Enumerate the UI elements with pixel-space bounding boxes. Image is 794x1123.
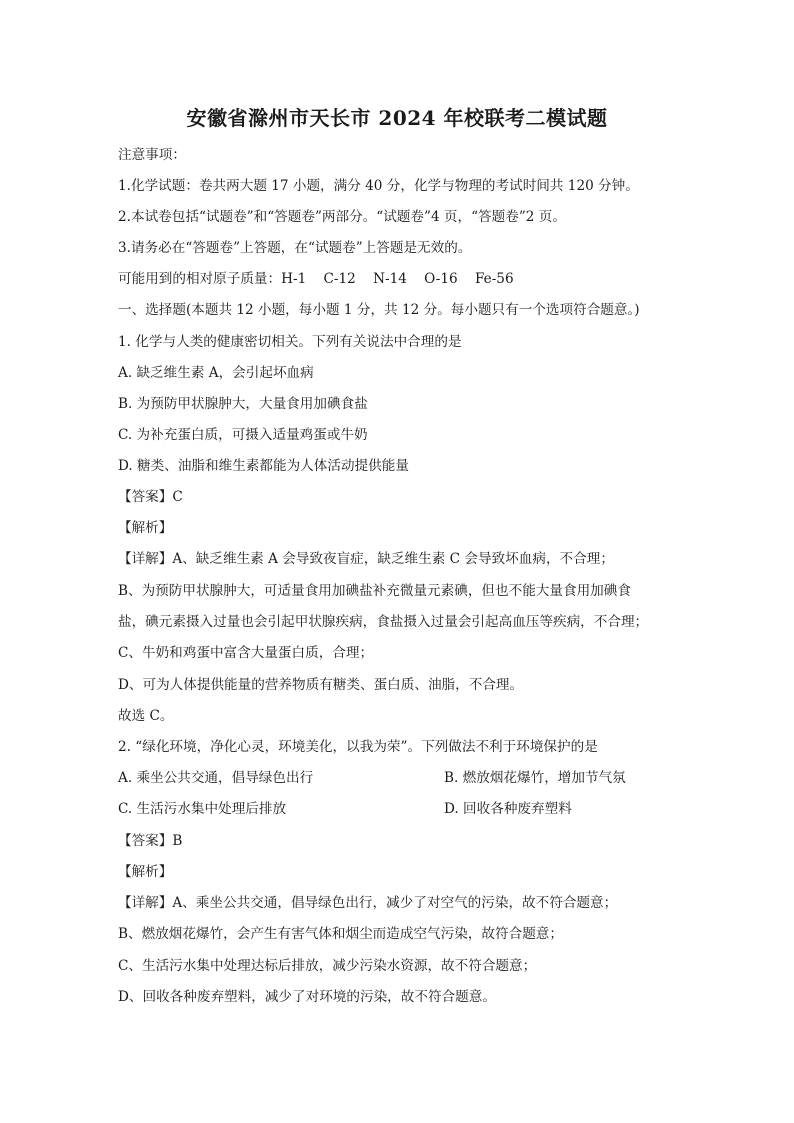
question-1-option-c: C. 为补充蛋白质，可摄入适量鸡蛋或牛奶: [118, 427, 368, 443]
notice-heading: 注意事项：: [118, 147, 186, 163]
question-2-detail-line: 【详解】A、乘坐公共交通，倡导绿色出行，减少了对空气的污染，故不符合题意；: [118, 895, 618, 911]
question-2-answer: 【答案】B: [118, 833, 183, 849]
question-2-option-b: B. 燃放烟花爆竹，增加节气氛: [444, 770, 626, 786]
question-2-detail-line: B、燃放烟花爆竹，会产生有害气体和烟尘而造成空气污染，故符合题意；: [118, 926, 563, 942]
page-title: 安徽省滁州市天长市 2024 年校联考二模试题: [186, 106, 608, 130]
notice-item-2: 2.本试卷包括“试题卷”和“答题卷”两部分。“试题卷”4 页，“答题卷”2 页。: [118, 209, 566, 225]
notice-item-3: 3.请务必在“答题卷”上答题，在“试题卷”上答题是无效的。: [118, 240, 472, 256]
atomic-mass-line: 可能用到的相对原子质量：H-1 C-12 N-14 O-16 Fe-56: [118, 271, 514, 287]
question-1-option-b: B. 为预防甲状腺肿大，大量食用加碘食盐: [118, 396, 368, 412]
question-1-analysis-label: 【解析】: [118, 520, 173, 536]
question-2-option-c: C. 生活污水集中处理后排放: [118, 801, 287, 817]
question-2-detail-line: C、生活污水集中处理达标后排放，减少污染水资源，故不符合题意；: [118, 958, 537, 974]
question-1-detail-line: 盐，碘元素摄入过量也会引起甲状腺疾病，食盐摄入过量会引起高血压等疾病，不合理；: [118, 614, 649, 630]
question-2-option-d: D. 回收各种废弃塑料: [444, 801, 572, 817]
question-2-option-a: A. 乘坐公共交通，倡导绿色出行: [118, 770, 314, 786]
section-heading: 一、选择题(本题共 12 小题，每小题 1 分，共 12 分。每小题只有一个选项符合题意。): [118, 302, 640, 318]
question-1-detail-line: 【详解】A、缺乏维生素 A 会导致夜盲症，缺乏维生素 C 会导致坏血病，不合理；: [118, 551, 614, 567]
question-1-detail-line: B、为预防甲状腺肿大，可适量食用加碘盐补充微量元素碘，但也不能大量食用加碘食: [118, 583, 631, 599]
question-2-analysis-label: 【解析】: [118, 864, 173, 880]
notice-item-1: 1.化学试题：卷共两大题 17 小题，满分 40 分，化学与物理的考试时间共 120 分钟。: [118, 178, 639, 194]
question-1-stem: 1. 化学与人类的健康密切相关。下列有关说法中合理的是: [118, 334, 462, 350]
question-1-conclusion: 故选 C。: [118, 708, 174, 724]
question-2-stem: 2. “绿化环境，净化心灵，环境美化，以我为荣”。下列做法不利于环境保护的是: [118, 739, 598, 755]
question-1-answer: 【答案】C: [118, 489, 183, 505]
question-1-detail-line: D、可为人体提供能量的营养物质有糖类、蛋白质、油脂，不合理。: [118, 677, 524, 693]
question-1-option-a: A. 缺乏维生素 A，会引起坏血病: [118, 365, 314, 381]
question-1-detail-line: C、牛奶和鸡蛋中富含大量蛋白质，合理；: [118, 645, 374, 661]
question-2-detail-line: D、回收各种废弃塑料，减少了对环境的污染，故不符合题意。: [118, 989, 496, 1005]
question-1-option-d: D. 糖类、油脂和维生素都能为人体活动提供能量: [118, 458, 409, 474]
